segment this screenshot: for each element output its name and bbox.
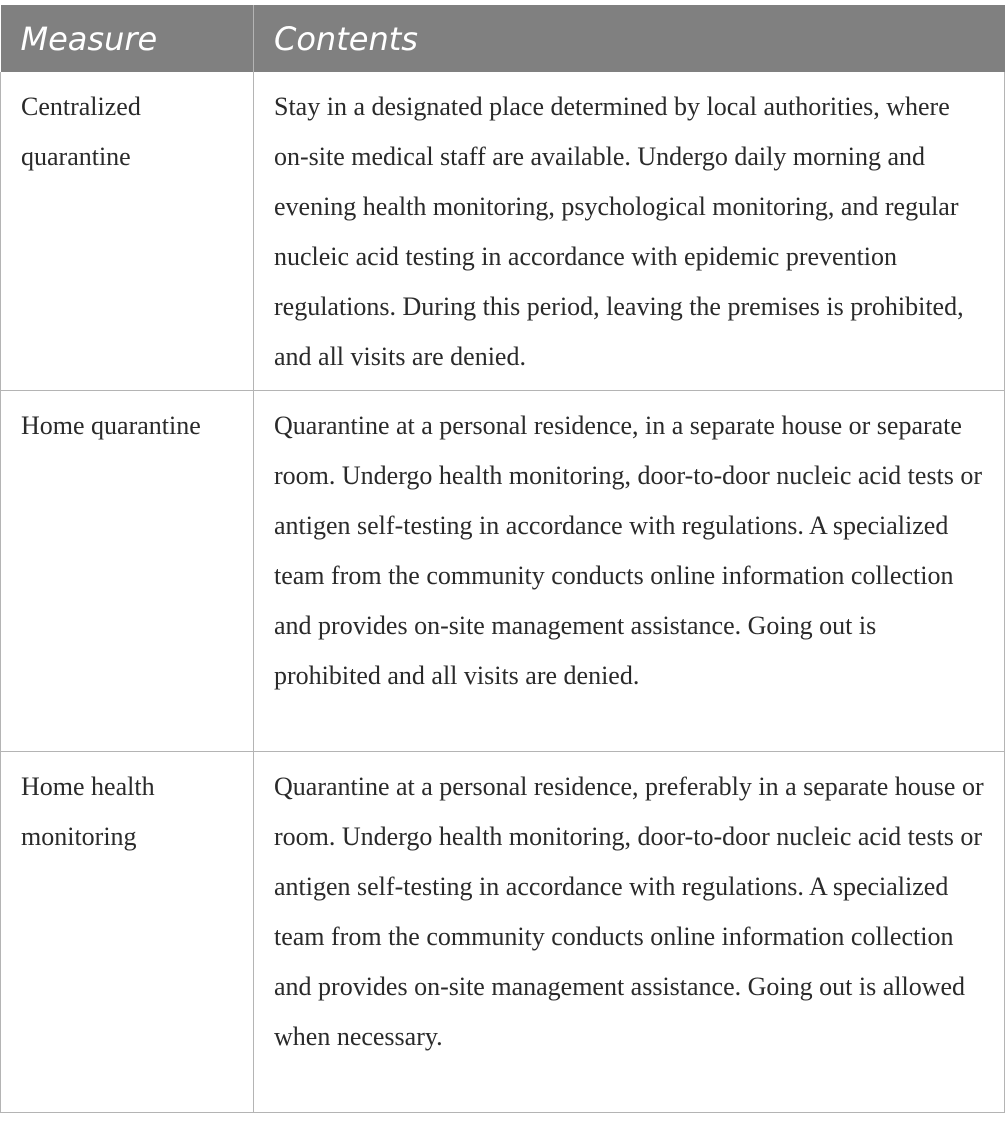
measure-cell: Centralized quarantine [1, 72, 254, 391]
table-row [1, 391, 1005, 752]
contents-cell: Quarantine at a personal residence, preferably in a separate house or room. Undergo health monitoring, door-to-door nucleic acid tests or antigen self-testing in accordance with regulations. A specialized team from the community conducts online information collection and provides on-site management assistance. Going out is allowed when necessary. [254, 752, 1005, 1113]
header-measure: Measure [1, 5, 254, 72]
measures-table-container [0, 5, 1004, 1113]
table-header [1, 5, 1005, 72]
table-row [1, 72, 1005, 391]
contents-cell: Quarantine at a personal residence, in a separate house or separate room. Undergo health monitoring, door-to-door nucleic acid tests or antigen self-testing in accordance with regulations. A specialized team from the community conducts online information collection and provides on-site management assistance. Going out is prohibited and all visits are denied. [254, 391, 1005, 752]
measure-cell: Home health monitoring [1, 752, 254, 1113]
table-row [1, 752, 1005, 1113]
measure-cell: Home quarantine [1, 391, 254, 752]
contents-cell: Stay in a designated place determined by local authorities, where on-site medical staff are available. Undergo daily morning and evening health monitoring, psychological monitoring, and regular nucleic acid testing in accordance with epidemic prevention regulations. During this period, leaving the premises is prohibited, and all visits are denied. [254, 72, 1005, 391]
header-contents: Contents [254, 5, 1005, 72]
measures-table [0, 5, 1005, 1113]
header-row [1, 5, 1005, 72]
table-body [1, 72, 1005, 1113]
